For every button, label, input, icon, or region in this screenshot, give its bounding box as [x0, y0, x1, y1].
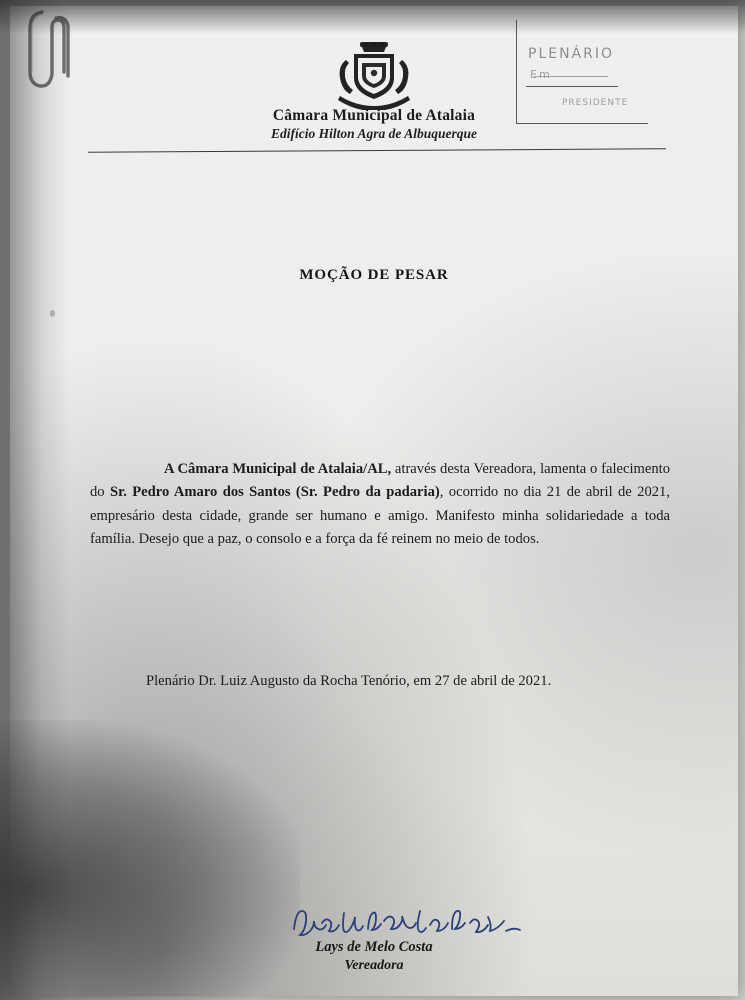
stamp-president-label: PRESIDENTE: [562, 98, 629, 108]
body-text-1: através desta Vereadora, lamenta o falecimento do: [90, 460, 671, 501]
coat-of-arms-icon: [322, 36, 426, 110]
body-deceased-bold: Sr. Pedro Amaro dos Santos (Sr. Pedro da padaria): [109, 484, 440, 501]
signature-name: Lays de Melo Costa: [315, 939, 433, 955]
page-title: MOÇÃO DE PESAR: [299, 267, 449, 283]
organization-title: Câmara Municipal de Atalaia: [272, 107, 476, 124]
reception-stamp-box: [516, 20, 648, 124]
place-and-date-line: Plenário Dr. Luiz Augusto da Rocha Tenório, em 27 de abril de 2021.: [146, 673, 552, 689]
paperclip-icon: [26, 8, 88, 94]
paper-sheet: [10, 6, 738, 996]
body-text-2: , ocorrido no dia 21 de abril de 2021, empresário desta cidade, grande ser humano e amigo. Manifesto minha solidariedade a toda família. Desejo que a paz, o consolo e a força da fé reinem no meio de todos.: [90, 484, 670, 548]
paper-speck: [50, 310, 55, 317]
stamp-em-text: Em: [530, 68, 552, 81]
body-lead-bold: A Câmara Municipal de Atalaia/AL,: [164, 460, 392, 477]
stamp-plenario-text: PLENÁRIO: [528, 46, 615, 62]
signature-role: Vereadora: [344, 958, 404, 973]
building-subtitle: Edifício Hilton Agra de Albuquerque: [270, 126, 478, 141]
body-paragraph: [90, 458, 670, 552]
header-divider: [88, 148, 666, 153]
